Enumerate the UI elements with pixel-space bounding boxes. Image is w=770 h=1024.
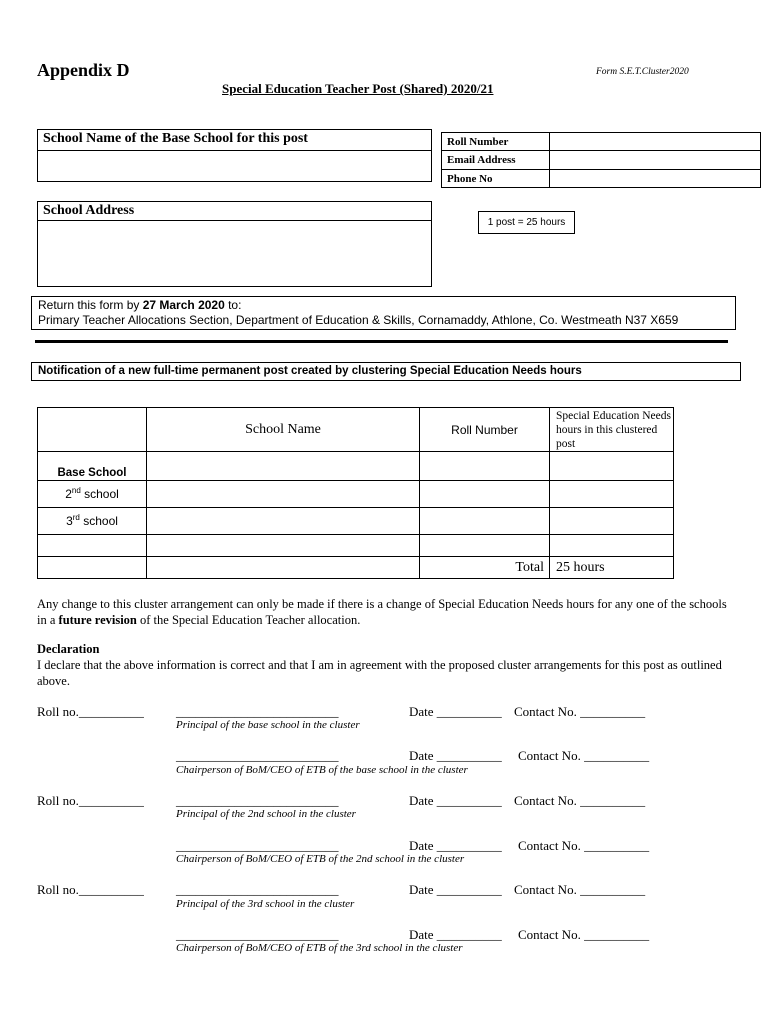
- table-row: [38, 452, 674, 481]
- declaration-text: I declare that the above information is correct and that I am in agreement with the proposed cluster arrangements for this post as outlined above.: [37, 658, 722, 688]
- return-prefix: Return this form by: [38, 298, 143, 312]
- base-school-roll-cell[interactable]: [420, 452, 550, 481]
- change-note-bold: future revision: [58, 613, 137, 627]
- principal-caption-1: Principal of the base school in the cluster: [176, 719, 360, 731]
- total-blank-cell: [38, 557, 147, 579]
- return-deadline: 27 March 2020: [142, 298, 225, 312]
- cluster-table: [37, 407, 674, 579]
- contact-field-3[interactable]: Contact No. __________: [514, 882, 646, 897]
- chair-date-field-2[interactable]: Date __________: [409, 838, 502, 853]
- principal-signature-line-2[interactable]: _________________________: [176, 793, 339, 808]
- extra-school-hours-cell[interactable]: [550, 535, 674, 557]
- principal-signature-line-3[interactable]: _________________________: [176, 882, 339, 897]
- row-2nd-number: 2: [65, 487, 72, 501]
- row-base-school-label: Base School: [38, 452, 147, 481]
- contact-field-2[interactable]: Contact No. __________: [514, 793, 646, 808]
- email-address-field[interactable]: [550, 151, 761, 170]
- school-address-label: School Address: [43, 203, 135, 218]
- chair-caption-2: Chairperson of BoM/CEO of ETB of the 2nd school in the cluster: [176, 853, 465, 865]
- total-value: 25 hours: [550, 557, 674, 579]
- header-sen-hours: Special Education Needs hours in this clustered post: [550, 408, 674, 452]
- change-note-end: of the Special Education Teacher allocation.: [136, 613, 361, 627]
- change-note-text: Any change to this cluster arrangement can only be made if there is a change of Special Education Needs hours for any one of the schools in a: [37, 597, 727, 627]
- roll-no-field-2[interactable]: Roll no.__________: [37, 793, 144, 808]
- section-divider: [35, 340, 728, 343]
- return-info-box: [31, 296, 736, 330]
- phone-no-label: Phone No: [442, 170, 550, 188]
- date-field-1[interactable]: Date __________: [409, 704, 502, 719]
- email-address-label: Email Address: [442, 151, 550, 170]
- total-row: [38, 557, 674, 579]
- header-blank-cell: [38, 408, 147, 452]
- form-code: Form S.E.T.Cluster2020: [596, 67, 689, 77]
- 2nd-school-name-cell[interactable]: [147, 481, 420, 508]
- total-label: Total: [420, 557, 550, 579]
- contact-field-1[interactable]: Contact No. __________: [514, 704, 646, 719]
- table-row: [38, 535, 674, 557]
- principal-signature-line-1[interactable]: _________________________: [176, 704, 339, 719]
- roll-no-field-3[interactable]: Roll no.__________: [37, 882, 144, 897]
- appendix-label: Appendix D: [37, 60, 130, 80]
- return-deadline-line: [38, 298, 735, 313]
- base-school-name-cell[interactable]: [147, 452, 420, 481]
- return-suffix: to:: [224, 298, 242, 312]
- 2nd-school-hours-cell[interactable]: [550, 481, 674, 508]
- base-school-hours-cell[interactable]: [550, 452, 674, 481]
- extra-school-name-cell[interactable]: [147, 535, 420, 557]
- roll-no-field-1[interactable]: Roll no.__________: [37, 704, 144, 719]
- date-field-2[interactable]: Date __________: [409, 793, 502, 808]
- header-roll-number: Roll Number: [420, 408, 550, 452]
- school-name-box[interactable]: [37, 129, 432, 182]
- school-address-divider: [38, 220, 431, 221]
- school-address-box[interactable]: [37, 201, 432, 287]
- extra-row-label: [38, 535, 147, 557]
- chair-contact-field-1[interactable]: Contact No. __________: [518, 748, 650, 763]
- 3rd-school-roll-cell[interactable]: [420, 508, 550, 535]
- contact-table: [441, 132, 761, 188]
- chair-signature-line-3[interactable]: _________________________: [176, 927, 339, 942]
- phone-no-field[interactable]: [550, 170, 761, 188]
- chair-caption-3: Chairperson of BoM/CEO of ETB of the 3rd school in the cluster: [176, 942, 463, 954]
- principal-caption-2: Principal of the 2nd school in the cluster: [176, 808, 356, 820]
- chair-signature-line-2[interactable]: _________________________: [176, 838, 339, 853]
- row-2nd-school-label: [38, 481, 147, 508]
- extra-school-roll-cell[interactable]: [420, 535, 550, 557]
- notification-title: Notification of a new full-time permanent post created by clustering Special Education Needs hours: [31, 362, 741, 381]
- table-row: [38, 481, 674, 508]
- row-3rd-number: 3: [66, 514, 73, 528]
- row-2nd-rest: school: [80, 487, 119, 501]
- chair-signature-line-1[interactable]: _________________________: [176, 748, 339, 763]
- return-address: Primary Teacher Allocations Section, Department of Education & Skills, Cornamaddy, Athlone, Co. Westmeath N37 X659: [38, 313, 679, 327]
- total-blank-cell: [147, 557, 420, 579]
- date-field-3[interactable]: Date __________: [409, 882, 502, 897]
- row-3rd-school-label: [38, 508, 147, 535]
- school-name-label: School Name of the Base School for this post: [43, 131, 308, 146]
- principal-caption-3: Principal of the 3rd school in the cluster: [176, 898, 355, 910]
- chair-contact-field-3[interactable]: Contact No. __________: [518, 927, 650, 942]
- chair-caption-1: Chairperson of BoM/CEO of ETB of the base school in the cluster: [176, 764, 468, 776]
- school-name-divider: [38, 150, 431, 151]
- chair-date-field-3[interactable]: Date __________: [409, 927, 502, 942]
- 3rd-school-hours-cell[interactable]: [550, 508, 674, 535]
- change-note: [37, 596, 727, 628]
- row-2nd-suffix: nd: [71, 486, 81, 495]
- roll-number-field[interactable]: [550, 133, 761, 151]
- header-school-name: School Name: [147, 408, 420, 452]
- form-title: Special Education Teacher Post (Shared) 2020/21: [222, 81, 494, 96]
- post-hours-note: 1 post = 25 hours: [478, 211, 575, 234]
- chair-date-field-1[interactable]: Date __________: [409, 748, 502, 763]
- roll-number-label: Roll Number: [442, 133, 550, 151]
- table-row: [38, 508, 674, 535]
- row-3rd-rest: school: [79, 514, 118, 528]
- 2nd-school-roll-cell[interactable]: [420, 481, 550, 508]
- declaration-heading: Declaration: [37, 642, 100, 656]
- 3rd-school-name-cell[interactable]: [147, 508, 420, 535]
- row-3rd-suffix: rd: [72, 513, 80, 522]
- chair-contact-field-2[interactable]: Contact No. __________: [518, 838, 650, 853]
